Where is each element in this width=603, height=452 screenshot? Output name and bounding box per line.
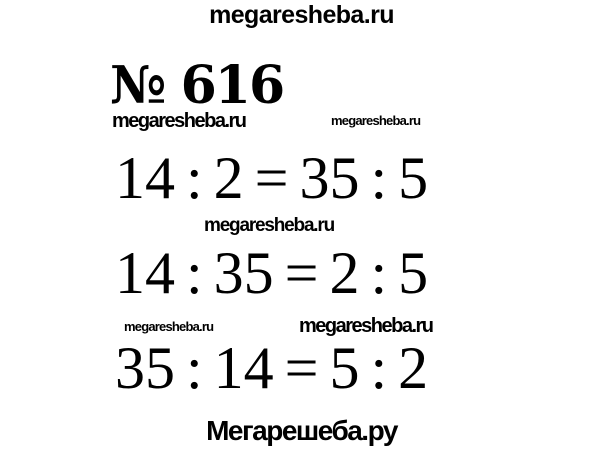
watermark-middle-center: megaresheba.ru xyxy=(204,215,334,236)
watermark-under-title-left: megaresheba.ru xyxy=(112,110,246,132)
site-name-footer: Мегарешеба.ру xyxy=(206,415,397,446)
equation-2: 14 : 35 = 2 : 5 xyxy=(115,240,429,306)
watermark-above-eq3-right: megaresheba.ru xyxy=(299,315,433,337)
watermark-above-eq3-left: megaresheba.ru xyxy=(124,319,214,334)
watermark-under-title-right: megaresheba.ru xyxy=(331,113,421,128)
problem-number-heading: № 616 xyxy=(110,55,284,116)
equation-3: 35 : 14 = 5 : 2 xyxy=(115,335,429,401)
watermark-top: megaresheba.ru xyxy=(209,1,394,29)
equation-1: 14 : 2 = 35 : 5 xyxy=(115,145,429,211)
